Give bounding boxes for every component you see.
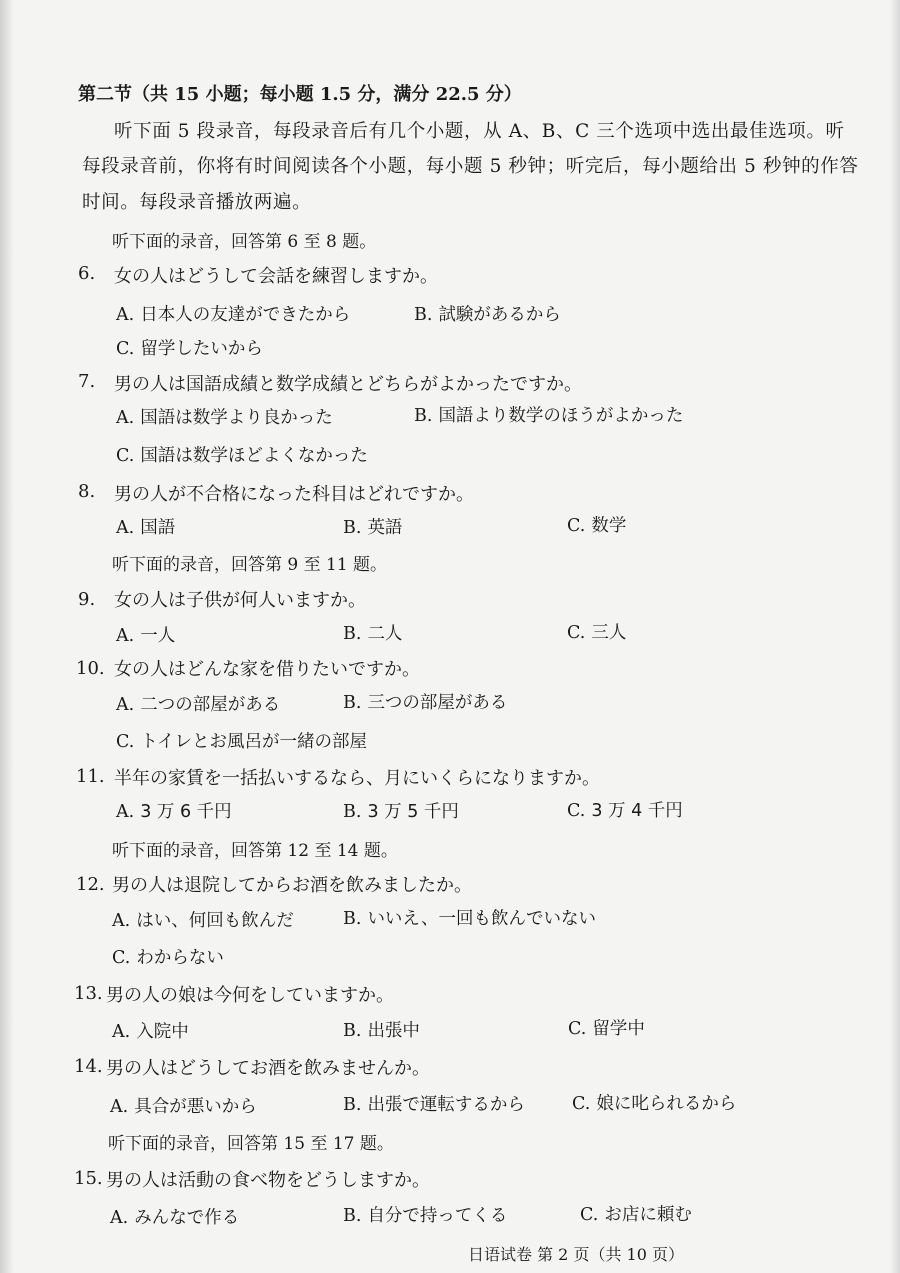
option-text: 試験があるから	[438, 305, 561, 325]
question-8-text: 男の人が不合格になった科目はどれですか。	[114, 484, 474, 505]
question-number: 15.	[74, 1168, 103, 1189]
q13-option-a	[112, 1018, 189, 1043]
option-text: 国語	[140, 518, 176, 538]
q6-option-a	[116, 301, 350, 326]
question-9-text: 女の人は子供が何人いますか。	[114, 590, 366, 611]
option-text: 娘に叱られるから	[596, 1094, 737, 1114]
option-text: 3 万 6 千円	[140, 802, 232, 822]
option-label: C.	[116, 732, 135, 752]
option-label: B.	[343, 518, 362, 538]
q9-option-a	[116, 622, 175, 647]
option-text: 国語は数学ほどよくなかった	[140, 446, 368, 466]
scan-shadow-right	[890, 0, 900, 1273]
question-15-text: 男の人は活動の食べ物をどうしますか。	[106, 1170, 430, 1191]
q15-option-a	[110, 1204, 239, 1229]
q15-option-b	[343, 1202, 507, 1227]
q14-option-b	[343, 1091, 525, 1116]
option-label: B.	[343, 802, 362, 822]
option-text: 英語	[367, 518, 403, 538]
option-label: C.	[567, 623, 586, 643]
option-text: 国語は数学より良かった	[140, 408, 333, 428]
option-label: A.	[116, 305, 135, 325]
q8-option-a	[116, 514, 175, 539]
option-label: B.	[343, 1095, 362, 1115]
q6-option-b	[414, 301, 561, 326]
option-label: B.	[343, 693, 362, 713]
question-number: 12.	[76, 874, 105, 895]
q10-option-b	[343, 689, 507, 714]
option-text: 3 万 4 千円	[591, 801, 683, 821]
q13-option-b	[343, 1017, 420, 1042]
option-text: みんなで作る	[134, 1208, 240, 1228]
page-footer: 日语试卷 第 2 页（共 10 页）	[468, 1245, 684, 1264]
option-label: C.	[112, 948, 131, 968]
q7-option-a	[116, 404, 333, 429]
section-header: 第二节（共 15 小题；每小题 1.5 分，满分 22.5 分）	[78, 84, 522, 105]
instruction-9-11: 听下面的录音，回答第 9 至 11 题。	[112, 555, 388, 575]
q11-option-b	[343, 798, 459, 823]
option-text: 入院中	[136, 1022, 189, 1042]
option-text: 留学中	[592, 1019, 645, 1039]
option-text: 具合が悪いから	[134, 1097, 257, 1117]
question-11-text: 半年の家賃を一括払いするなら、月にいくらになりますか。	[114, 768, 600, 789]
option-label: A.	[116, 518, 135, 538]
option-label: C.	[116, 339, 135, 359]
q6-option-c	[116, 335, 263, 360]
option-label: B.	[343, 909, 362, 929]
option-text: 自分で持ってくる	[367, 1206, 508, 1226]
scan-shadow-left	[0, 0, 14, 1273]
q10-option-a	[116, 691, 280, 716]
question-number: 13.	[74, 983, 103, 1004]
q13-option-c	[568, 1015, 645, 1040]
question-number: 11.	[76, 766, 105, 787]
option-label: B.	[343, 1206, 362, 1226]
option-label: A.	[112, 1022, 131, 1042]
question-number: 7.	[78, 371, 96, 392]
option-text: 数学	[591, 516, 627, 536]
q15-option-c	[580, 1201, 692, 1226]
question-number: 9.	[78, 589, 96, 610]
intro-line-1: 听下面 5 段录音，每段录音后有几个小题，从 A、B、C 三个选项中选出最佳选项。听	[114, 121, 845, 142]
question-13-text: 男の人の娘は今何をしていますか。	[106, 985, 394, 1006]
option-label: B.	[343, 1021, 362, 1041]
q8-option-c	[567, 512, 626, 537]
option-label: A.	[110, 1208, 129, 1228]
option-label: B.	[414, 406, 433, 426]
question-number: 6.	[78, 263, 96, 284]
option-text: 留学したいから	[140, 339, 263, 359]
option-label: A.	[116, 626, 135, 646]
option-label: A.	[110, 1097, 129, 1117]
option-label: A.	[116, 695, 135, 715]
option-text: 一人	[140, 626, 176, 646]
option-text: 三つの部屋がある	[367, 693, 508, 713]
option-text: いいえ、一回も飲んでいない	[367, 909, 596, 929]
q14-option-c	[572, 1090, 736, 1115]
option-label: A.	[112, 911, 131, 931]
instruction-15-17: 听下面的录音，回答第 15 至 17 题。	[108, 1134, 394, 1154]
instruction-12-14: 听下面的录音，回答第 12 至 14 题。	[112, 841, 398, 861]
option-label: A.	[116, 408, 135, 428]
option-label: C.	[567, 801, 586, 821]
option-text: 二つの部屋がある	[140, 695, 281, 715]
instruction-6-8: 听下面的录音，回答第 6 至 8 题。	[112, 232, 377, 252]
option-label: A.	[116, 802, 135, 822]
option-text: わからない	[136, 948, 224, 968]
option-text: 出張で運転するから	[367, 1095, 525, 1115]
intro-line-3: 时间。每段录音播放两遍。	[82, 192, 312, 213]
question-number: 14.	[74, 1056, 103, 1077]
question-14-text: 男の人はどうしてお酒を飲みませんか。	[106, 1058, 430, 1079]
question-6-text: 女の人はどうして会話を練習しますか。	[114, 266, 438, 287]
q12-option-b	[343, 905, 596, 930]
q11-option-a	[116, 798, 232, 823]
question-number: 8.	[78, 481, 96, 502]
q10-option-c	[116, 728, 367, 753]
q12-option-a	[112, 907, 294, 932]
question-10-text: 女の人はどんな家を借りたいですか。	[114, 659, 420, 680]
option-text: 3 万 5 千円	[367, 802, 459, 822]
option-label: C.	[567, 516, 586, 536]
option-label: C.	[572, 1094, 591, 1114]
question-7-text: 男の人は国語成績と数学成績とどちらがよかったですか。	[114, 374, 582, 395]
option-label: C.	[568, 1019, 587, 1039]
option-label: C.	[116, 446, 135, 466]
option-text: 二人	[367, 624, 403, 644]
question-number: 10.	[76, 658, 105, 679]
option-text: 出張中	[367, 1021, 420, 1041]
q7-option-c	[116, 442, 368, 467]
q11-option-c	[567, 797, 683, 822]
q9-option-b	[343, 620, 402, 645]
option-text: はい、何回も飲んだ	[136, 911, 294, 931]
intro-line-2: 每段录音前，你将有时间阅读各个小题，每小题 5 秒钟；听完后，每小题给出 5 秒钟的作答	[82, 156, 859, 177]
q7-option-b	[414, 402, 683, 427]
option-text: 三人	[591, 623, 627, 643]
q9-option-c	[567, 619, 626, 644]
question-12-text: 男の人は退院してからお酒を飲みましたか。	[112, 875, 472, 896]
option-label: C.	[580, 1205, 599, 1225]
option-label: B.	[343, 624, 362, 644]
q14-option-a	[110, 1093, 257, 1118]
option-text: 日本人の友達ができたから	[140, 305, 351, 325]
option-text: お店に頼む	[604, 1205, 692, 1225]
option-label: B.	[414, 305, 433, 325]
option-text: 国語より数学のほうがよかった	[438, 406, 684, 426]
option-text: トイレとお風呂が一緒の部屋	[140, 732, 367, 752]
q8-option-b	[343, 514, 402, 539]
q12-option-c	[112, 944, 224, 969]
